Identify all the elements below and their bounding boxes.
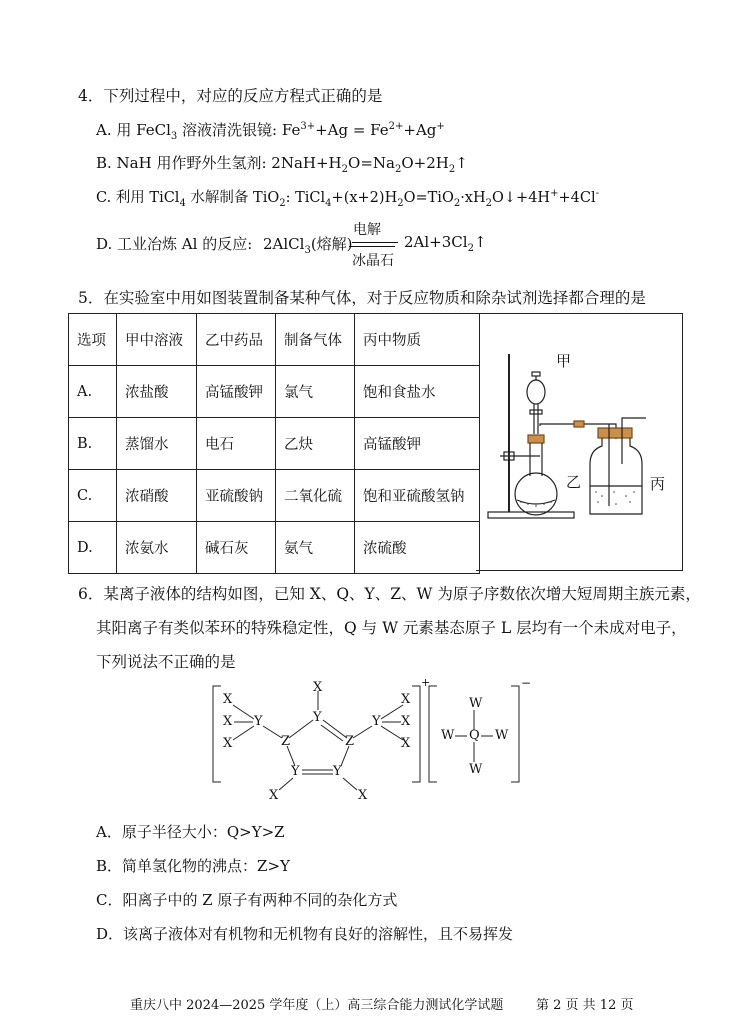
table-cell: 电石 [197,418,276,470]
atom-x: X [223,714,233,729]
label-yi: 乙 [566,473,582,491]
table-header: 甲中溶液 [117,314,197,366]
table-cell: B. [69,418,117,470]
q6-stem-line2: 其阳离子有类似苯环的特殊稳定性，Q 与 W 元素基态原子 L 层均有一个未成对电子， [96,619,687,637]
reaction-bar-2 [349,246,395,247]
table-cell: 乙炔 [276,418,355,470]
q4-option-b: B. NaH 用作野外生氢剂: $2NaH+H_2O=Na_2O+2H_2↑$ [96,154,468,175]
atom-w: W [441,728,455,743]
q4-stem: 4．下列过程中，对应的反应方程式正确的是 [78,87,383,105]
q6-stem-line3: 下列说法不正确的是 [96,653,236,671]
table-header-row [69,314,480,366]
atom-x: X [269,788,279,803]
table-row [69,470,480,522]
q4-option-d-rhs: $2Al+3Cl_2↑$ [404,233,487,254]
atom-x: X [401,692,411,707]
atom-z: Z [345,734,355,749]
cation-charge: + [421,676,431,689]
atom-y: Y [313,710,322,725]
q6-option-c: C．阳离子中的 Z 原子有两种不同的杂化方式 [96,891,398,909]
table-cell: 氨气 [276,522,355,574]
q5-table [68,313,480,574]
table-cell: 高锰酸钾 [197,366,276,418]
table-header: 选项 [69,314,117,366]
table-header: 制备气体 [276,314,355,366]
anion-charge: − [521,676,532,690]
atom-x: X [401,714,411,729]
atom-x: X [401,736,411,751]
atom-q: Q [469,728,480,743]
table-cell: 浓硫酸 [355,522,480,574]
atom-y: Y [372,714,381,729]
table-cell: D. [69,522,117,574]
electrolysis-label: 电解 [353,222,381,238]
q6-option-a: A．原子半径大小：Q>Y>Z [96,823,285,841]
label-bing: 丙 [650,475,666,493]
table-row [69,418,480,470]
page-number: 第 2 页 共 12 页 [536,998,634,1013]
atom-x: X [313,680,323,695]
atom-y: Y [254,714,263,729]
label-jia: 甲 [556,352,572,370]
atom-w: W [495,728,509,743]
ionic-liquid-structure [205,678,545,808]
q5-stem: 5．在实验室中用如图装置制备某种气体，对于反应物质和除杂试剂选择都合理的是 [78,289,646,307]
table-cell: A. [69,366,117,418]
q4-option-d-prefix: D. 工业冶炼 Al 的反应: [96,235,253,253]
q4-option-a: A. 用 FeCl$_3$ 溶液清洗银镜: $Fe^{3+}+Ag = Fe^{2+}+Ag^+$ [96,121,445,142]
table-cell: 饱和食盐水 [355,366,480,418]
table-cell: 浓盐酸 [117,366,197,418]
footer-title: 重庆八中 2024—2025 学年度（上）高三综合能力测试化学试题 [130,998,504,1013]
q6-option-b: B．简单氢化物的沸点：Z>Y [96,857,290,875]
q4-option-d-lhs: 2AlCl$_3$(熔解) [263,235,353,256]
reaction-bar [352,242,398,243]
atom-z: Z [281,734,291,749]
apparatus-frame [476,313,683,571]
q6-stem-line1: 6．某离子液体的结构如图，已知 X、Q、Y、Z、W 为原子序数依次增大短周期主族元素， [78,585,701,603]
q4-option-c: C. 利用 TiCl$_4$ 水解制备 TiO$_2$: $TiCl_4+(x+2)H_2O=TiO_2\cdot xH_2O↓+4H^++4Cl^-$ [96,188,599,209]
table-cell: 浓氨水 [117,522,197,574]
atom-x: X [358,788,368,803]
atom-y: Y [333,764,342,779]
table-cell: 二氧化硫 [276,470,355,522]
structure-bonds [205,678,545,808]
table-cell: 氯气 [276,366,355,418]
table-cell: 浓硝酸 [117,470,197,522]
gas-apparatus-diagram [476,314,682,570]
table-header: 丙中物质 [355,314,480,366]
atom-x: X [223,736,233,751]
table-cell: 蒸馏水 [117,418,197,470]
table-row [69,366,480,418]
atom-w: W [469,762,483,777]
table-cell: 碱石灰 [197,522,276,574]
table-cell: 高锰酸钾 [355,418,480,470]
atom-y: Y [291,764,300,779]
q6-option-d: D．该离子液体对有机物和无机物有良好的溶解性，且不易挥发 [96,925,514,943]
table-cell: 饱和亚硫酸氢钠 [355,470,480,522]
table-cell: 亚硫酸钠 [197,470,276,522]
atom-x: X [223,692,233,707]
atom-w: W [469,696,483,711]
table-header: 乙中药品 [197,314,276,366]
cryolite-label: 冰晶石 [352,253,394,269]
table-row [69,522,480,574]
table-cell: C. [69,470,117,522]
